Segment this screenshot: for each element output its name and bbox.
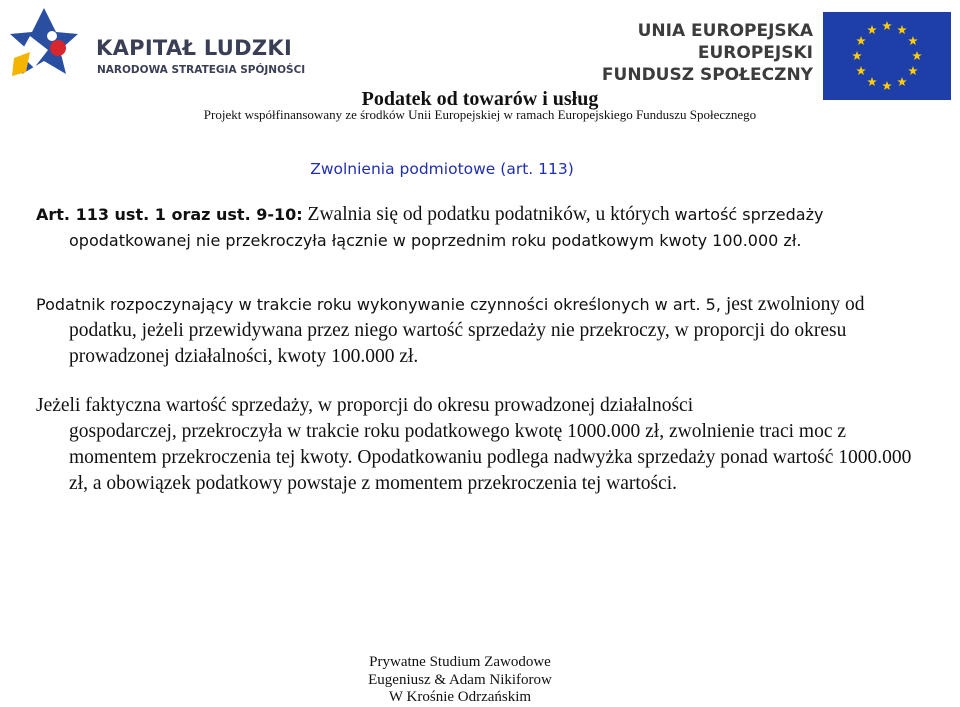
eu-logo <box>601 8 955 93</box>
eu-logo-line2: EUROPEJSKI <box>697 43 813 63</box>
paragraph-label: Art. 113 ust. 1 oraz ust. 9-10: <box>36 205 303 224</box>
footer-line2: Eugeniusz & Adam Nikiforow <box>368 671 552 688</box>
eu-flag-icon <box>823 12 951 100</box>
kapital-ludzki-title: KAPITAŁ LUDZKI <box>96 36 293 60</box>
footer-line3: W Krośnie Odrzańskim <box>388 689 532 705</box>
kapital-ludzki-logo <box>8 6 308 84</box>
paragraph-highlight-continued: opodatkowanej nie przekroczyła łącznie w poprzednim roku podatkowym kwoty 100.000 zł. <box>69 231 802 250</box>
paragraph-first-line: Jeżeli faktyczna wartość sprzedaży, w proporcji do okresu prowadzonej działalności <box>36 395 694 416</box>
eu-logo-text <box>602 20 813 86</box>
eu-logo-line3: FUNDUSZ SPOŁECZNY <box>601 65 813 85</box>
paragraph-highlight: wartość sprzedaży <box>674 205 824 224</box>
footer-line1: Prywatne Studium Zawodowe <box>369 654 551 670</box>
page-subtitle: Projekt współfinansowany ze środków Unii Europejskiej w ramach Europejskiego Funduszu Społecznego <box>203 107 757 122</box>
paragraph-text: jest zwolniony od podatku, jeżeli przewidywana przez niego wartość sprzedaży nie przekroczy, w proporcji do okresu prowadzonej działalności, kwoty 100.000 zł. <box>69 294 865 367</box>
kapital-ludzki-star-mark-icon <box>8 6 80 82</box>
eu-logo-line1: UNIA EUROPEJSKA <box>637 21 813 41</box>
kapital-ludzki-subtitle: NARODOWA STRATEGIA SPÓJNOŚCI <box>97 64 306 76</box>
paragraph-exceeding-limit <box>36 393 916 497</box>
paragraph-text: Zwalnia się od podatku podatników, u których <box>302 204 675 225</box>
page-title: Podatek od towarów i usług <box>361 88 599 110</box>
paragraph-new-taxpayer <box>36 292 916 370</box>
paragraph-label: Podatnik rozpoczynający w trakcie roku wykonywanie czynności określonych w art. 5, <box>36 295 721 314</box>
footer <box>0 654 920 707</box>
section-title: Zwolnienia podmiotowe (art. 113) <box>310 160 574 178</box>
paragraph-art-113 <box>36 202 916 254</box>
paragraph-continued: gospodarczej, przekroczyła w trakcie roku podatkowego kwotę 1000.000 zł, zwolnienie traci moc z momentem przekroczenia tej kwoty. Opodatkowaniu podlega nadwyżka sprzedaży ponad wartość 1000.000 zł, a obowiązek podatkowy powstaje z momentem przekroczenia tej wartości. <box>69 421 912 494</box>
